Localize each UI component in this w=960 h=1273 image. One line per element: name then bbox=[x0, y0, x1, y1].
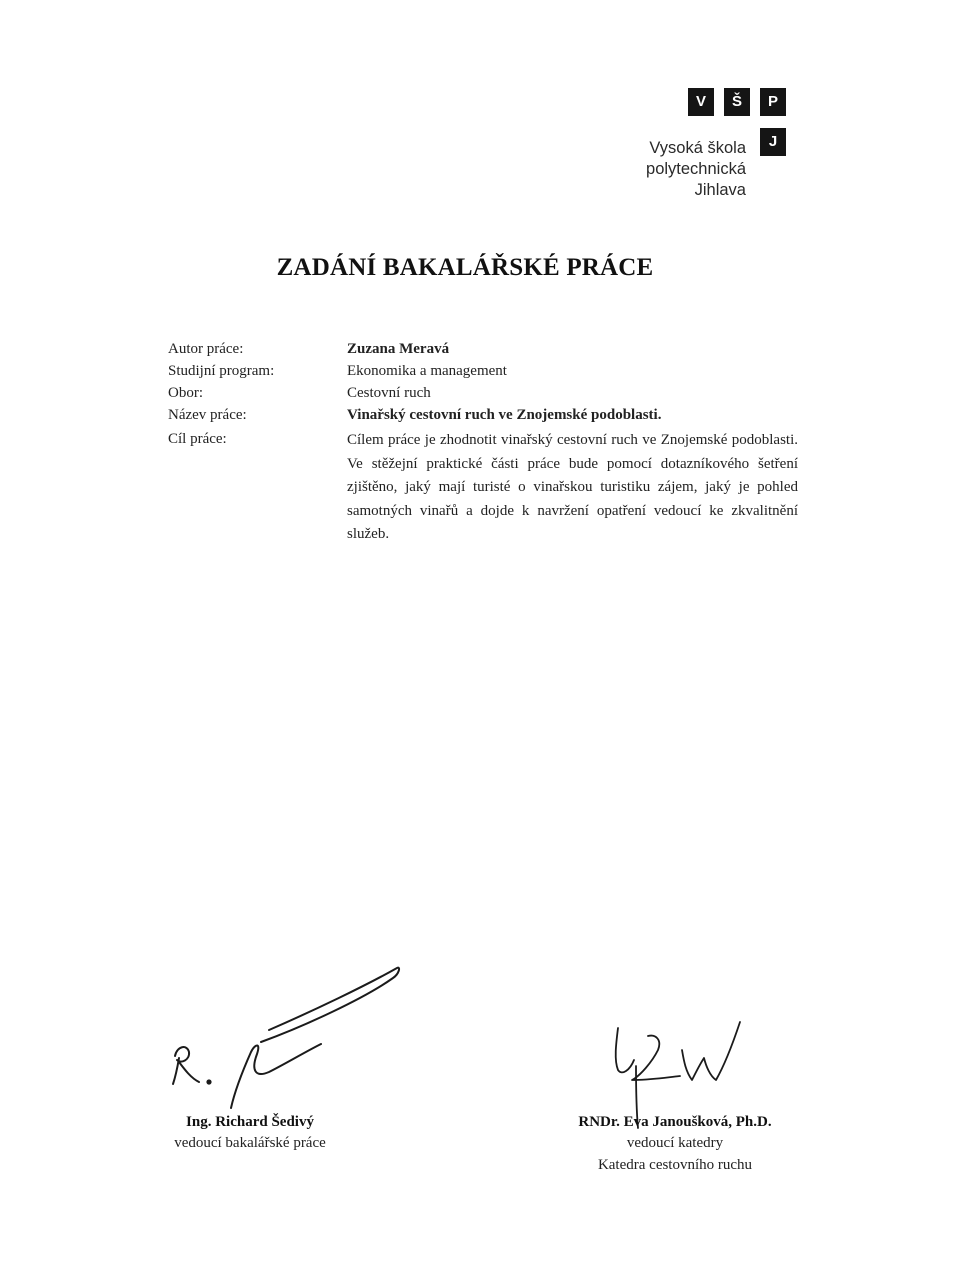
logo-letter-v: V bbox=[688, 88, 714, 116]
author-label: Autor práce: bbox=[168, 341, 244, 357]
supervisor-role: vedoucí bakalářské práce bbox=[174, 1135, 326, 1151]
field-label: Obor: bbox=[168, 385, 203, 401]
school-name-line-3: Jihlava bbox=[694, 181, 746, 199]
thesis-name-value: Vinařský cestovní ruch ve Znojemské podoblasti. bbox=[347, 407, 662, 423]
school-name bbox=[546, 138, 746, 201]
school-name-line-2: polytechnická bbox=[646, 160, 746, 178]
logo-letter-s: Š bbox=[724, 88, 750, 116]
program-value: Ekonomika a management bbox=[347, 363, 507, 379]
author-value: Zuzana Meravá bbox=[347, 341, 450, 357]
school-logo bbox=[628, 88, 798, 208]
head-name: RNDr. Eva Janoušková, Ph.D. bbox=[578, 1114, 772, 1130]
school-name-line-1: Vysoká škola bbox=[649, 139, 746, 157]
document-title: ZADÁNÍ BAKALÁŘSKÉ PRÁCE bbox=[276, 254, 654, 281]
head-department: Katedra cestovního ruchu bbox=[597, 1157, 753, 1173]
thesis-name-label: Název práce: bbox=[168, 407, 247, 423]
supervisor-signature-icon bbox=[165, 960, 415, 1110]
supervisor-name: Ing. Richard Šedivý bbox=[186, 1114, 314, 1130]
program-label: Studijní program: bbox=[168, 363, 275, 379]
goal-value: Cílem práce je zhodnotit vinařský cestovní ruch ve Znojemské podoblasti. Ve stěžejní praktické části práce bude pomocí dotazníkového šetření zjištěno, jaký mají turisté o vinařskou turistiku zájem, jaký je pohled samotných vinařů a dojde k navržení opatření vedoucí ke zkvalitnění služeb. bbox=[347, 432, 798, 542]
head-role: vedoucí katedry bbox=[626, 1135, 724, 1151]
logo-letter-p: P bbox=[760, 88, 786, 116]
field-value: Cestovní ruch bbox=[347, 385, 431, 401]
goal-label: Cíl práce: bbox=[168, 431, 227, 447]
logo-letter-j: J bbox=[760, 128, 786, 156]
